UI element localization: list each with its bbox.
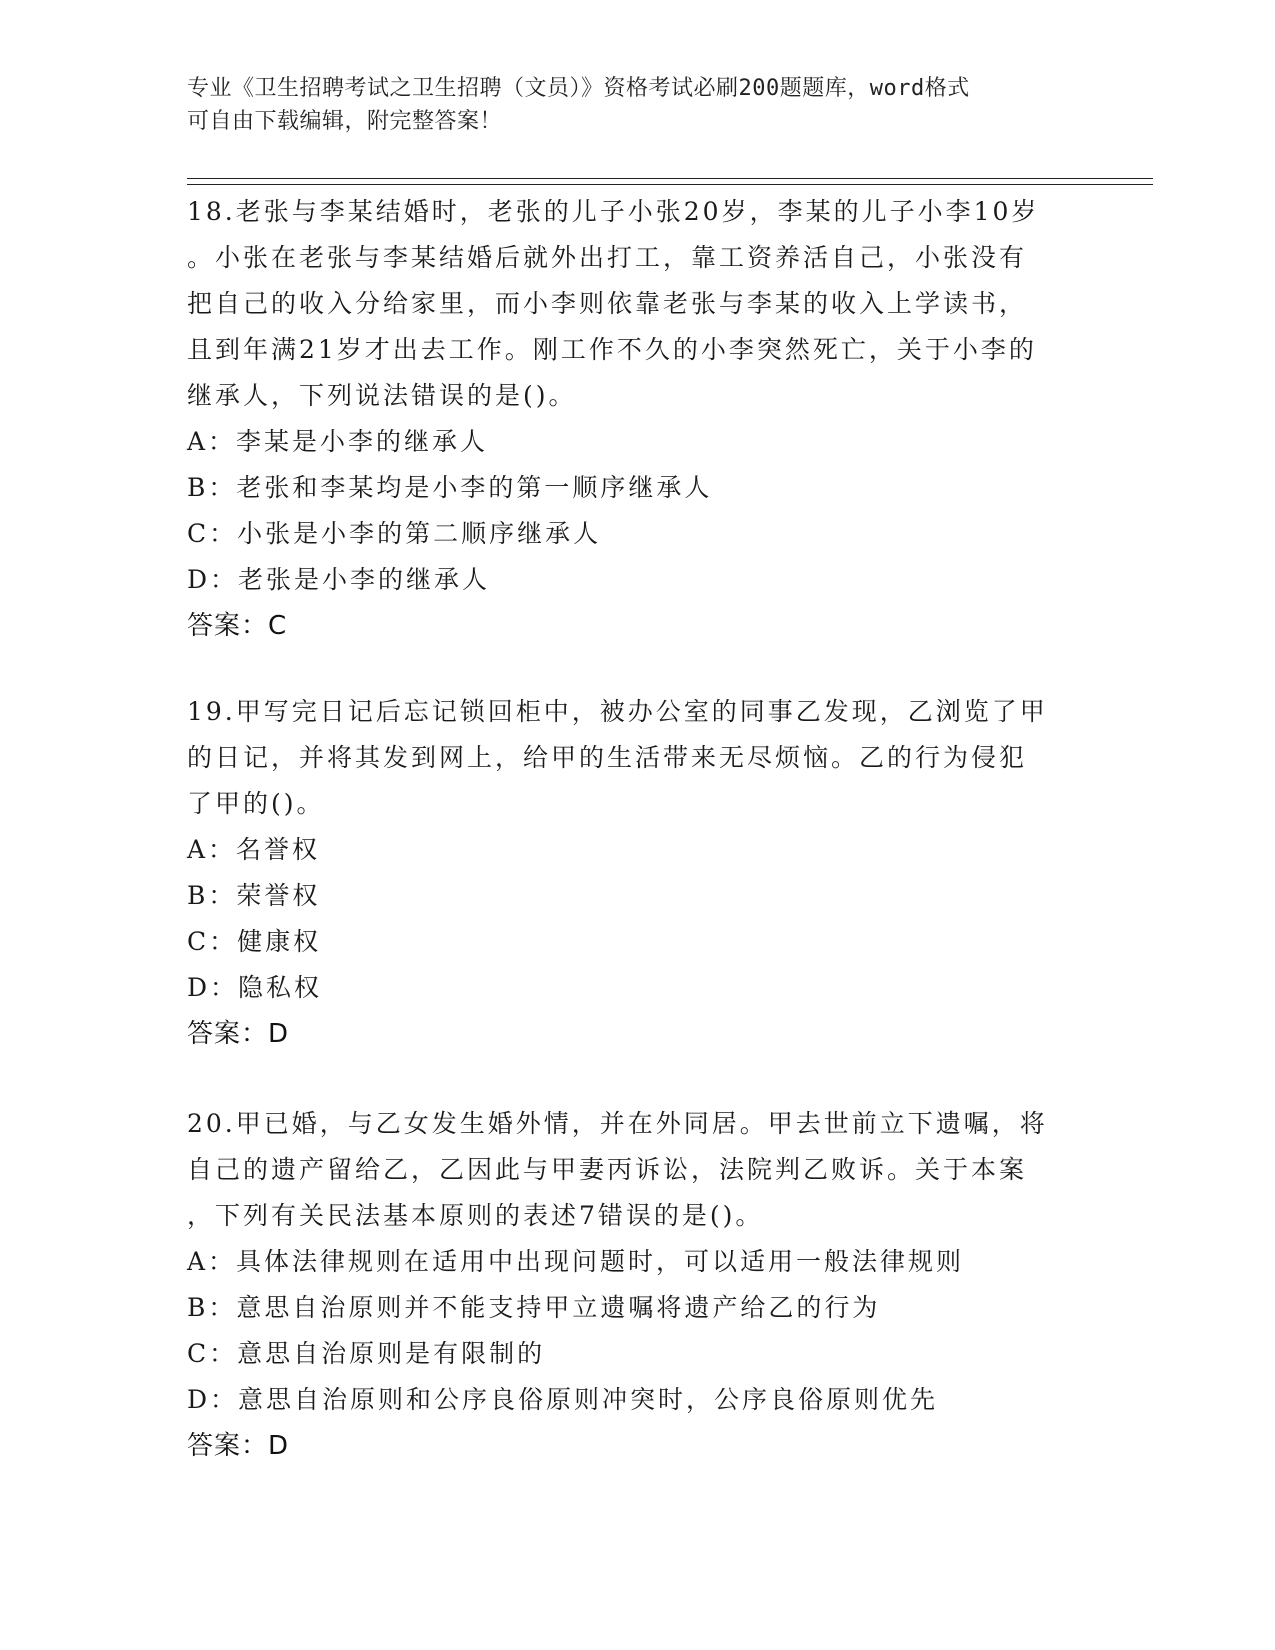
question-20 <box>187 1101 1087 1469</box>
option-b: B：意思自治原则并不能支持甲立遗嘱将遗产给乙的行为 <box>187 1293 881 1322</box>
option-d: D：老张是小李的继承人 <box>187 565 491 594</box>
question-stem-line: 且到年满21岁才出去工作。刚工作不久的小李突然死亡，关于小李的 <box>187 335 1037 364</box>
answer: 答案：D <box>187 1019 290 1049</box>
question-stem-line: 继承人，下列说法错误的是()。 <box>187 381 577 410</box>
question-stem-line: 自己的遗产留给乙，乙因此与甲妻丙诉讼，法院判乙败诉。关于本案 <box>187 1155 1028 1184</box>
option-b: B：荣誉权 <box>187 881 321 910</box>
question-stem-line: 19.甲写完日记后忘记锁回柜中，被办公室的同事乙发现，乙浏览了甲 <box>187 697 1048 726</box>
question-stem-line: 了甲的()。 <box>187 789 325 818</box>
option-a: A：名誉权 <box>187 835 321 864</box>
answer: 答案：D <box>187 1431 290 1461</box>
option-c: C：小张是小李的第二顺序继承人 <box>187 519 602 548</box>
answer: 答案：C <box>187 611 288 641</box>
option-d: D：意思自治原则和公序良俗原则冲突时，公序良俗原则优先 <box>187 1385 939 1414</box>
question-stem-line: 20.甲已婚，与乙女发生婚外情，并在外同居。甲去世前立下遗嘱，将 <box>187 1109 1048 1138</box>
header-line-1: 专业《卫生招聘考试之卫生招聘（文员）》资格考试必刷200题题库，word格式 <box>187 76 970 101</box>
option-a: A：李某是小李的继承人 <box>187 427 489 456</box>
document-header <box>187 72 1087 138</box>
header-divider <box>187 178 1153 185</box>
option-c: C：意思自治原则是有限制的 <box>187 1339 546 1368</box>
option-b: B：老张和李某均是小李的第一顺序继承人 <box>187 473 713 502</box>
question-stem-line: 把自己的收入分给家里，而小李则依靠老张与李某的收入上学读书， <box>187 289 1028 318</box>
question-stem-line: 。小张在老张与李某结婚后就外出打工，靠工资养活自己，小张没有 <box>187 243 1028 272</box>
option-a: A：具体法律规则在适用中出现问题时，可以适用一般法律规则 <box>187 1247 965 1276</box>
question-stem-line: 18.老张与李某结婚时，老张的儿子小张20岁，李某的儿子小李10岁 <box>187 197 1040 226</box>
option-c: C：健康权 <box>187 927 322 956</box>
question-stem-line: 的日记，并将其发到网上，给甲的生活带来无尽烦恼。乙的行为侵犯 <box>187 743 1028 772</box>
option-d: D：隐私权 <box>187 973 323 1002</box>
question-18 <box>187 189 1087 649</box>
question-19 <box>187 689 1087 1057</box>
question-stem-line: ，下列有关民法基本原则的表述7错误的是()。 <box>187 1201 764 1230</box>
header-line-2: 可自由下载编辑，附完整答案！ <box>187 109 503 134</box>
